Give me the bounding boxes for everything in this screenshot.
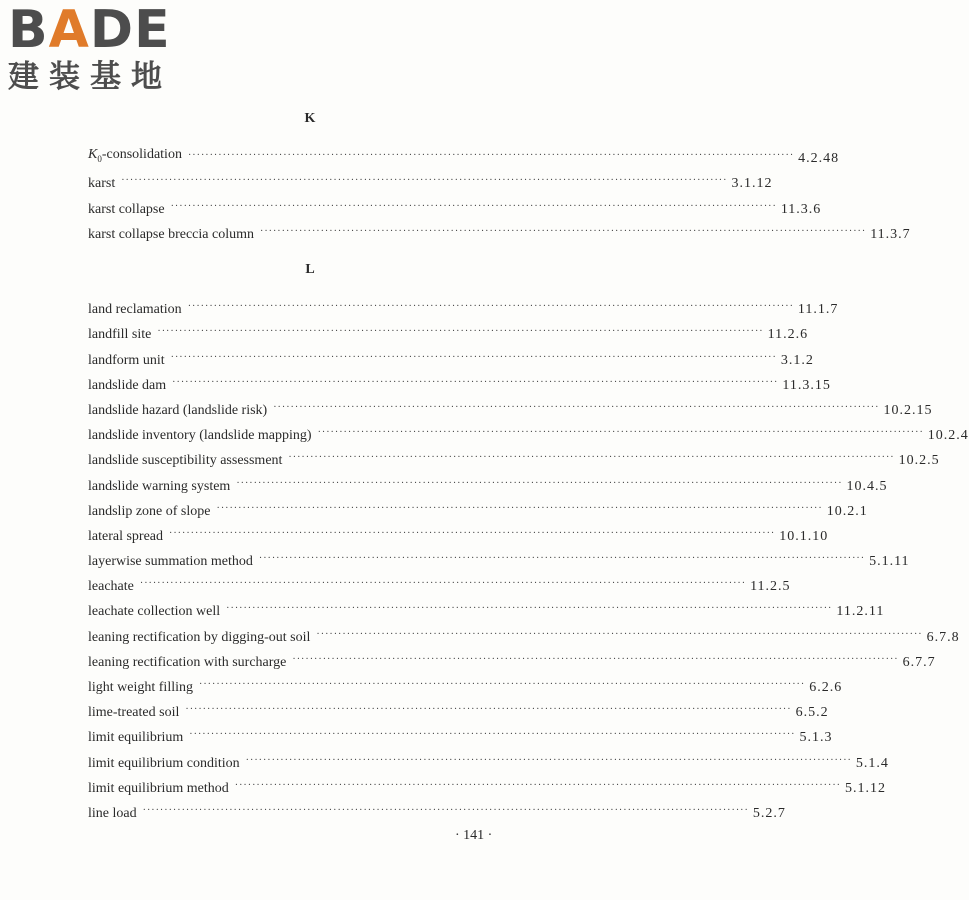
index-entry: landfill site ············································································································································ 11.2.6 (88, 326, 809, 343)
index-term: landslide warning system (88, 478, 231, 494)
index-term: karst collapse (88, 201, 165, 217)
section-heading-l: L (305, 262, 315, 277)
index-term: landform unit (88, 352, 165, 368)
index-term: landslide susceptibility assessment (88, 453, 283, 469)
index-term: limit equilibrium method (88, 780, 229, 796)
index-entry: land reclamation ············································································································································ 11.1.7 (88, 301, 839, 318)
index-entry: leachate ············································································································································ 11.2.5 (88, 578, 791, 595)
clause-reference: 4.2.48 (798, 151, 840, 167)
index-term: line load (88, 805, 137, 821)
index-entry: landslip zone of slope ············································································································································ 10.2.1 (88, 502, 868, 519)
section-heading-k: K (304, 111, 316, 126)
clause-reference: 3.1.12 (731, 176, 773, 192)
index-entry: karst collapse breccia column ············································································································································ 11.3.7 (88, 225, 911, 242)
clause-reference: 11.2.6 (767, 327, 809, 343)
index-term: light weight filling (88, 680, 193, 695)
index-entry: landslide inventory (landslide mapping) ············································································································································ 10.2.4 (88, 427, 969, 444)
index-term: limit equilibrium condition (88, 755, 240, 771)
index-term: leaning rectification with surcharge (88, 654, 287, 670)
clause-reference: 5.2.7 (752, 805, 786, 821)
index-term: karst collapse breccia column (88, 226, 254, 242)
page-number: · 141 · (455, 828, 493, 843)
clause-reference: 10.2.1 (826, 503, 868, 519)
index-term: lime-treated soil (88, 705, 180, 721)
bade-logo (8, 0, 172, 95)
index-entry: line load ············································································································································ 5.2.7 (88, 804, 786, 821)
index-term: limit equilibrium (88, 730, 184, 746)
clause-reference: 5.1.3 (799, 730, 833, 746)
clause-reference: 10.2.5 (898, 453, 940, 469)
clause-reference: 6.7.7 (902, 654, 936, 670)
clause-reference: 5.1.4 (855, 755, 889, 771)
index-entry: landslide susceptibility assessment ············································································································································ 10.2.5 (88, 452, 940, 469)
index-entry: karst collapse ············································································································································ 11.3.6 (88, 200, 822, 217)
index-entry: landslide hazard (landslide risk) ············································································································································ 10.2.15 (88, 401, 933, 418)
index-entry: leaning rectification by digging-out soil ············································································································································ 6.7.8 (88, 628, 960, 645)
index-term: $K_0$-consolidation (88, 147, 182, 165)
clause-reference: 5.1.11 (869, 554, 910, 570)
index-entry: leachate collection well ············································································································································ 11.2.11 (88, 603, 885, 620)
clause-reference: 11.3.7 (870, 226, 911, 242)
clause-reference: 11.2.5 (750, 579, 791, 595)
index-entry: landform unit ············································································································································ 3.1.2 (88, 351, 814, 368)
index-term: leaning rectification by digging-out soil (88, 629, 311, 645)
clause-reference: 11.1.7 (797, 302, 839, 318)
index-entry: layerwise summation method ············································································································································ 5.1.11 (88, 553, 910, 570)
index-entry: limit equilibrium ············································································································································ 5.1.3 (88, 729, 833, 746)
index-entry: limit equilibrium method ············································································································································ 5.1.12 (88, 779, 886, 796)
index-term: leachate collection well (88, 604, 221, 620)
clause-reference: 10.1.10 (779, 528, 829, 544)
clause-reference: 6.2.6 (809, 680, 843, 695)
clause-reference: 11.2.11 (836, 604, 885, 620)
clause-reference: 6.5.2 (795, 705, 829, 721)
clause-reference: 3.1.2 (780, 352, 814, 368)
index-term: landslide inventory (landslide mapping) (88, 428, 312, 444)
index-term: landslide dam (88, 377, 167, 393)
index-list-k (88, 143, 911, 244)
clause-reference: 10.2.4 (927, 428, 969, 444)
index-term: leachate (88, 579, 134, 595)
clause-reference: 5.1.12 (844, 780, 886, 796)
logo-chinese-text: 建装基地 (8, 59, 172, 95)
index-term: landslide hazard (landslide risk) (88, 402, 268, 418)
index-term: layerwise summation method (88, 554, 253, 570)
index-term: land reclamation (88, 302, 182, 318)
index-entry: light weight filling ············································································································································ 6.2.6 (88, 679, 843, 695)
clause-reference: 11.3.6 (780, 201, 822, 217)
index-entry: lateral spread ············································································································································ 10.1.10 (88, 527, 829, 544)
index-term: lateral spread (88, 528, 164, 544)
index-term: landfill site (88, 327, 152, 343)
index-term: karst (88, 176, 116, 192)
clause-reference: 10.2.15 (883, 402, 933, 418)
index-term: landslip zone of slope (88, 503, 211, 519)
clause-reference: 11.3.15 (782, 377, 831, 393)
index-entry: limit equilibrium condition ············································································································································ 5.1.4 (88, 754, 889, 771)
clause-reference: 6.7.8 (926, 629, 960, 645)
index-entry: leaning rectification with surcharge ············································································································································ 6.7.7 (88, 653, 936, 670)
index-entry: landslide warning system ············································································································································ 10.4.5 (88, 477, 888, 494)
clause-reference: 10.4.5 (846, 478, 888, 494)
index-entry: landslide dam ············································································································································ 11.3.15 (88, 376, 831, 393)
logo-wordmark: BADE (8, 0, 171, 60)
index-entry: karst ············································································································································ 3.1.12 (88, 175, 773, 192)
index-entry: lime-treated soil ············································································································································ 6.5.2 (88, 704, 829, 721)
index-entry: $K_0$-consolidation ············································································································································ 4.2.48 (88, 147, 840, 167)
index-list-l (88, 294, 969, 823)
